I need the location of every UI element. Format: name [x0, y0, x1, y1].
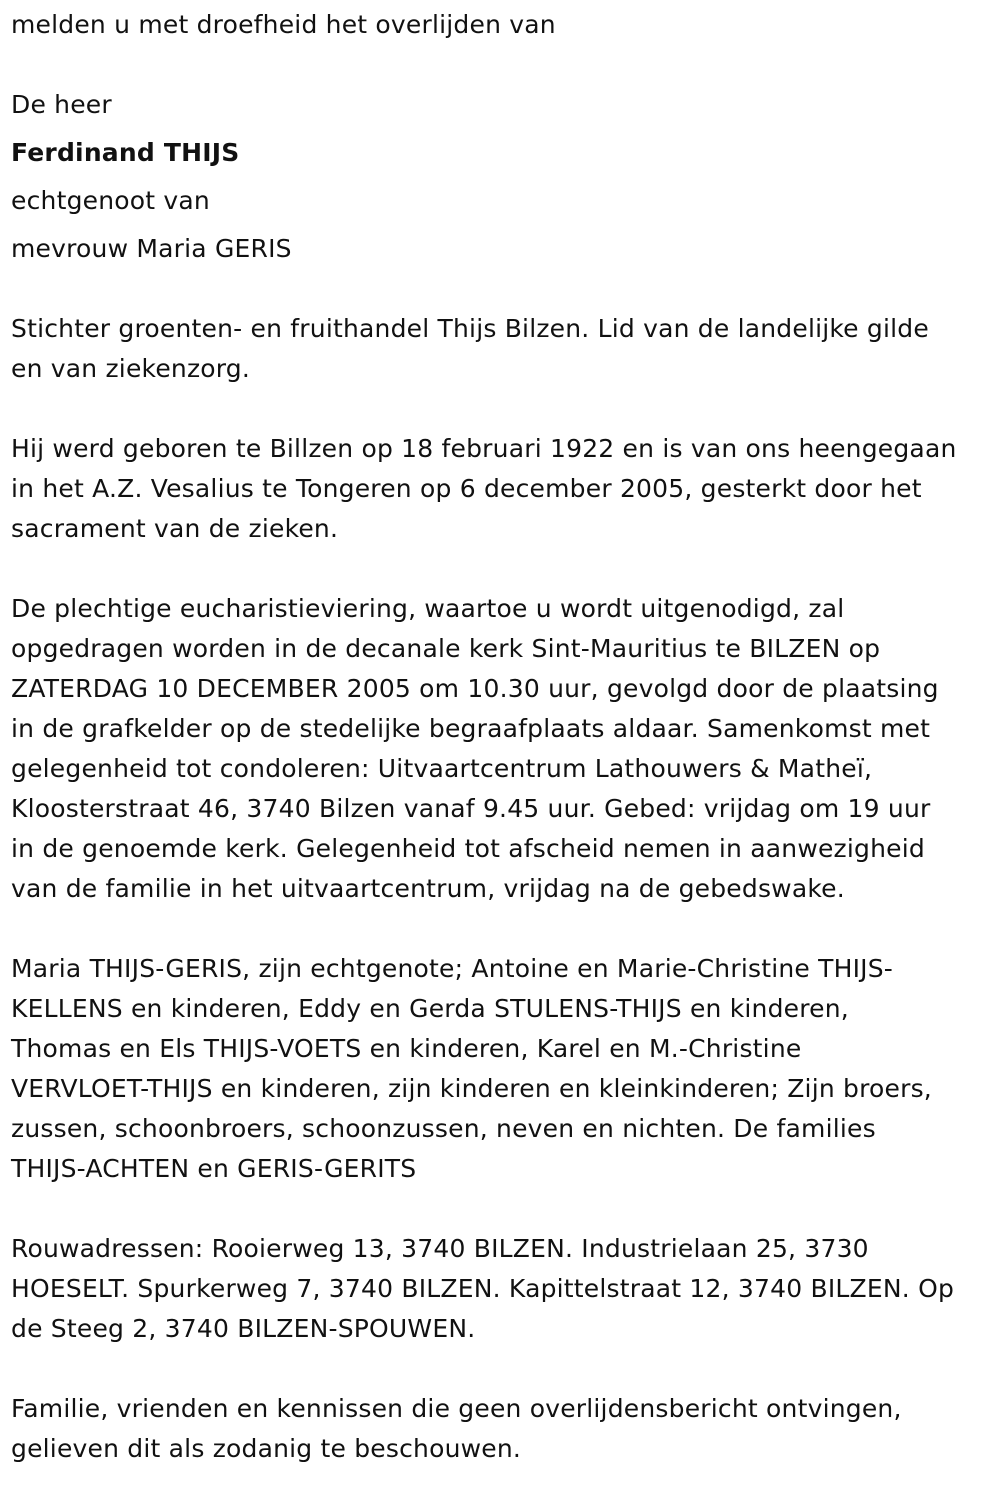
ceremony-line: opgedragen worden in de decanale kerk Sint-Mauritius te BILZEN op: [11, 634, 881, 663]
spacer: [11, 549, 991, 589]
spacer: [11, 1349, 991, 1389]
spouse-label: echtgenoot van: [11, 186, 210, 215]
closing-line: Familie, vrienden en kennissen die geen overlijdensbericht ontvingen,: [11, 1394, 902, 1423]
address-line: Rouwadressen: Rooierweg 13, 3740 BILZEN. Industrielaan 25, 3730: [11, 1234, 869, 1263]
closing-line: gelieven dit als zodanig te beschouwen.: [11, 1434, 522, 1463]
family-line: VERVLOET-THIJS en kinderen, zijn kinderen en kleinkinderen; Zijn broers,: [11, 1074, 932, 1103]
family-line: Maria THIJS-GERIS, zijn echtgenote; Antoine en Marie-Christine THIJS-: [11, 954, 894, 983]
ceremony-line: ZATERDAG 10 DECEMBER 2005 om 10.30 uur, gevolgd door de plaatsing: [11, 674, 939, 703]
spouse-name: mevrouw Maria GERIS: [11, 234, 292, 263]
ceremony-paragraph: [11, 589, 991, 909]
spacer: [11, 45, 991, 85]
spacer: [11, 269, 991, 309]
spacer: [11, 1189, 991, 1229]
biography-paragraph: [11, 309, 991, 389]
deceased-name: Ferdinand THIJS: [11, 138, 240, 167]
intro-line: melden u met droefheid het overlijden van: [11, 10, 556, 39]
obituary-notice: [11, 5, 991, 1469]
ceremony-line: De plechtige eucharistieviering, waartoe u wordt uitgenodigd, zal: [11, 594, 845, 623]
ceremony-line: gelegenheid tot condoleren: Uitvaartcentrum Lathouwers & Matheï,: [11, 754, 873, 783]
closing-paragraph: [11, 1389, 991, 1469]
family-paragraph: [11, 949, 991, 1189]
biography-line: en van ziekenzorg.: [11, 354, 251, 383]
address-line: de Steeg 2, 3740 BILZEN-SPOUWEN.: [11, 1314, 476, 1343]
family-line: THIJS-ACHTEN en GERIS-GERITS: [11, 1154, 417, 1183]
family-line: Thomas en Els THIJS-VOETS en kinderen, Karel en M.-Christine: [11, 1034, 802, 1063]
spacer: [11, 389, 991, 429]
ceremony-line: Kloosterstraat 46, 3740 Bilzen vanaf 9.45 uur. Gebed: vrijdag om 19 uur: [11, 794, 931, 823]
birth-death-paragraph: [11, 429, 991, 549]
biography-line: Stichter groenten- en fruithandel Thijs Bilzen. Lid van de landelijke gilde: [11, 314, 929, 343]
addresses-paragraph: [11, 1229, 991, 1349]
address-line: HOESELT. Spurkerweg 7, 3740 BILZEN. Kapittelstraat 12, 3740 BILZEN. Op: [11, 1274, 955, 1303]
ceremony-line: van de familie in het uitvaartcentrum, vrijdag na de gebedswake.: [11, 874, 845, 903]
birth-death-line: sacrament van de zieken.: [11, 514, 339, 543]
salutation: De heer: [11, 90, 112, 119]
ceremony-line: in de genoemde kerk. Gelegenheid tot afscheid nemen in aanwezigheid: [11, 834, 925, 863]
birth-death-line: in het A.Z. Vesalius te Tongeren op 6 december 2005, gesterkt door het: [11, 474, 922, 503]
family-line: KELLENS en kinderen, Eddy en Gerda STULENS-THIJS en kinderen,: [11, 994, 849, 1023]
birth-death-line: Hij werd geboren te Billzen op 18 februari 1922 en is van ons heengegaan: [11, 434, 957, 463]
ceremony-line: in de grafkelder op de stedelijke begraafplaats aldaar. Samenkomst met: [11, 714, 931, 743]
family-line: zussen, schoonbroers, schoonzussen, neven en nichten. De families: [11, 1114, 876, 1143]
spacer: [11, 909, 991, 949]
